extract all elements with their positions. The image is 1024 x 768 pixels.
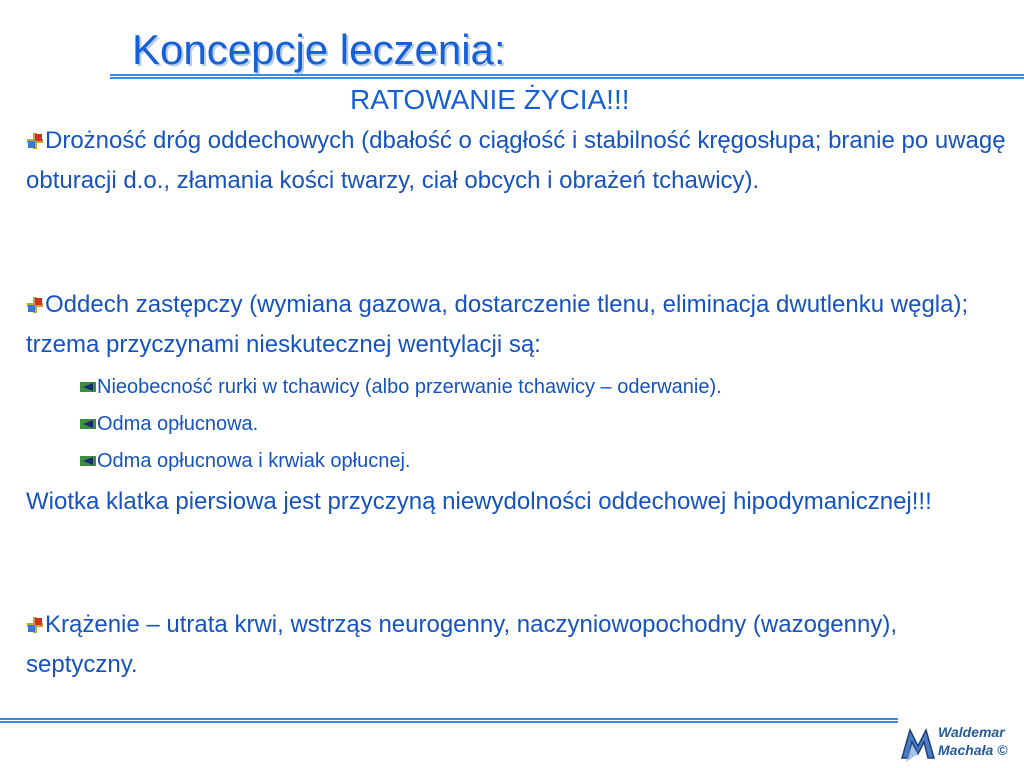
bullet-icon xyxy=(26,132,44,150)
bullet-icon xyxy=(26,616,44,634)
sub-bullet-icon xyxy=(80,419,96,429)
slide-title: Koncepcje leczenia: xyxy=(132,26,506,73)
footer-rule xyxy=(0,718,898,723)
sub-item-text: Odma opłucnowa i krwiak opłucnej. xyxy=(97,450,411,472)
paragraph-airway-text: Drożność dróg oddechowych (dbałość o ciągłość i stabilność kręgosłupa; branie po uwagę obturacji d.o., złamania kości twarzy, ciał obcych i obrażeń tchawicy). xyxy=(26,127,1006,194)
sub-item xyxy=(80,372,722,402)
sub-item-text: Odma opłucnowa. xyxy=(97,413,259,435)
flail-chest-note: Wiotka klatka piersiowa jest przyczyną niewydolności oddechowej hipodymanicznej!!! xyxy=(26,488,932,515)
paragraph-circulation-text: Krążenie – utrata krwi, wstrząs neurogenny, naczyniowopochodny (wazogenny), septyczny. xyxy=(26,611,897,678)
slide-subtitle: RATOWANIE ŻYCIA!!! xyxy=(350,84,630,115)
title-underline xyxy=(110,74,1024,79)
author-logo xyxy=(900,722,1022,764)
logo-name-first: Waldemar xyxy=(938,724,1005,740)
paragraph-circulation xyxy=(26,605,1011,685)
wm-logo-icon xyxy=(900,722,940,764)
sub-item xyxy=(80,446,411,476)
sub-bullet-icon xyxy=(80,456,96,466)
paragraph-airway xyxy=(26,121,1011,201)
paragraph-breathing xyxy=(26,285,1011,365)
sub-item xyxy=(80,409,258,439)
paragraph-breathing-text: Oddech zastępczy (wymiana gazowa, dostarczenie tlenu, eliminacja dwutlenku węgla); trzema przyczynami nieskutecznej wentylacji są: xyxy=(26,291,969,358)
logo-name-last: Machała © xyxy=(938,742,1008,758)
sub-bullet-icon xyxy=(80,382,96,392)
sub-item-text: Nieobecność rurki w tchawicy (albo przerwanie tchawicy – oderwanie). xyxy=(97,376,722,398)
bullet-icon xyxy=(26,296,44,314)
